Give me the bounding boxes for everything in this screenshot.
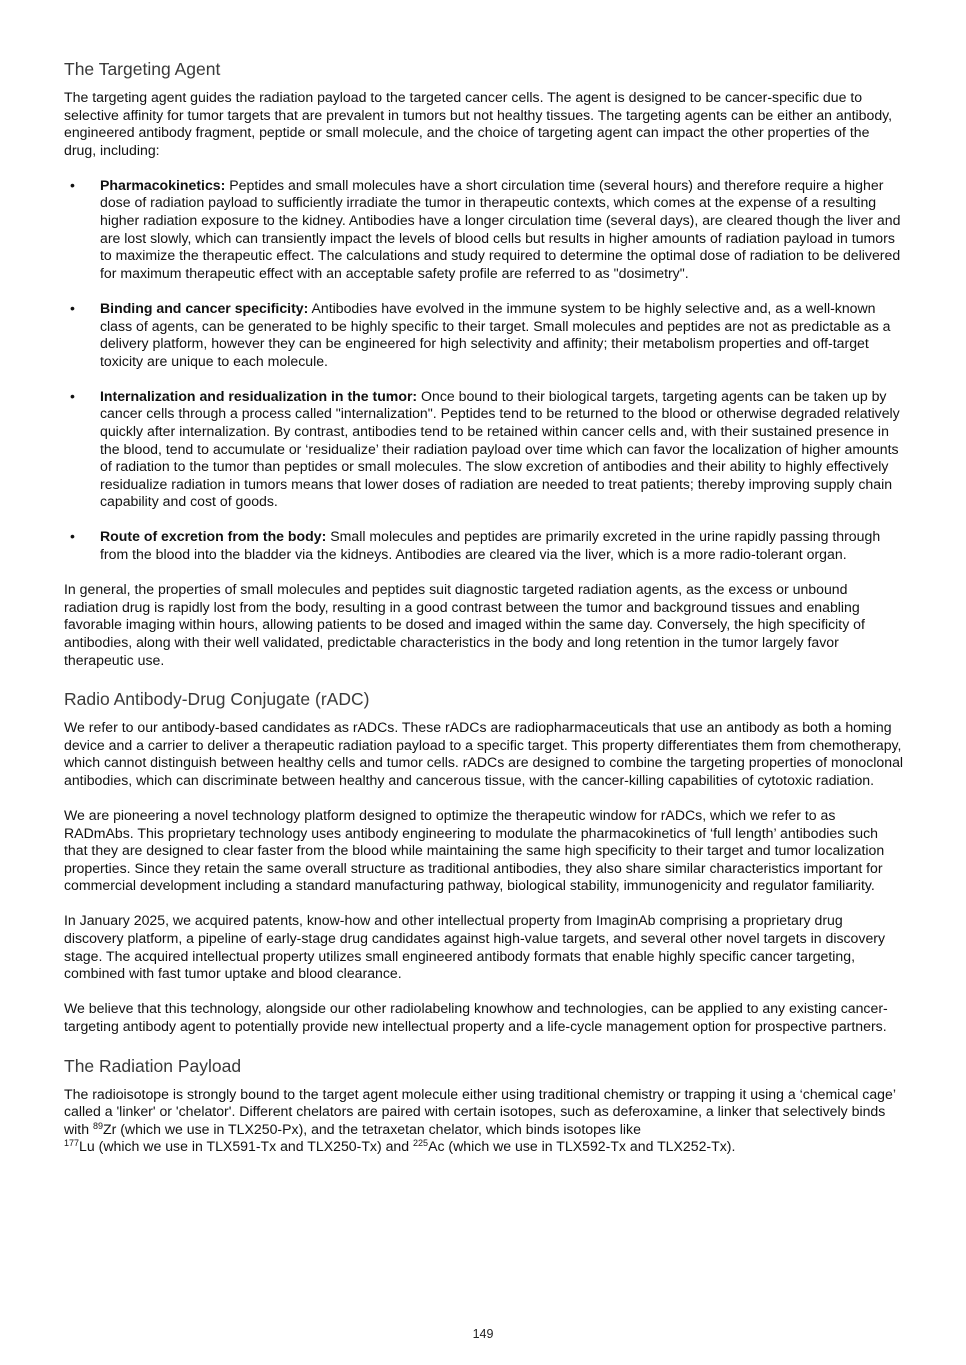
heading-radc: Radio Antibody-Drug Conjugate (rADC) — [64, 689, 370, 710]
list-item-route-of-excretion — [64, 528, 904, 563]
targeting-properties-list — [64, 177, 904, 564]
page-number: 149 — [472, 1327, 494, 1341]
list-item-label: Binding and cancer specificity: — [100, 299, 309, 316]
radc-paragraph-2: We are pioneering a novel technology platform designed to optimize the therapeutic window for rADCs, which we refer to as RADmAbs. This proprietary technology uses antibody engineering to modulate the pharmacokinetics of ‘full length’ antibodies such that they are designed to clear faster from the blood while maintaining the same high specificity to their target and tumor localization properties. Since they retain the same overall structure as traditional antibodies, they also share similar characteristics important for commercial development including a standard manufacturing pathway, biological stability, immunogenicity and regulator familiarity. — [64, 807, 885, 894]
list-item-pharmacokinetics — [64, 177, 904, 283]
targeting-closing: In general, the properties of small molecules and peptides suit diagnostic targeted radiation agents, as the excess or unbound radiation drug is rapidly lost from the body, resulting in a good contrast between the tumor and background tissues and enabling favorable imaging within hours, allowing patients to be dosed and imaged within the same day. Conversely, the high specificity of antibodies, along with their well validated, predictable characteristics in the body and long retention in the tumor largely favor therapeutic use. — [64, 581, 865, 668]
isotope-mass-ac: 225 — [413, 1138, 429, 1149]
bullet-icon: • — [70, 299, 75, 316]
list-item-text: Once bound to their biological targets, targeting agents can be taken up by cancer cells through a process called "internalization". Peptides tend to be returned to the blood or otherwise degraded relatively quickly after internalization. By contrast, antibodies tend to be retained within cancer cells and, with their sustained presence in the blood, tend to accumulate or ‘residualize’ their radiation payload over time which can favor the localization of higher amounts of radiation to the tumor than peptides or small molecules. The slow excretion of antibodies and their ability to highly effectively residualize radiation in tumors means that lower doses of radiation are needed to treat patients; thereby improving supply chain capability and cost of goods. — [100, 387, 900, 510]
targeting-intro: The targeting agent guides the radiation payload to the targeted cancer cells. The agent is designed to be cancer-specific due to selective affinity for tumor targets that are prevalent in tumors but not healthy tissues. The targeting agents can be either an antibody, engineered antibody fragment, peptide or small molecule, and the choice of targeting agent can impact the other properties of the drug, including: — [64, 89, 893, 158]
payload-paragraph: The radioisotope is strongly bound to the target agent molecule either using traditional chemistry or trapping it using a ‘chemical cage’ called a 'linker' or 'chelator'. Different chelators are paired with certain isotopes, such as deferoxamine, a linker that selectively binds with $^{89}$Zr (which we use in TLX250-Px), and the tetraxetan chelator, which binds isotopes like $^{177}$Lu (which we use in TLX591-Tx and TLX250-Tx) and $^{225}$Ac (which we use in TLX592-Tx and TLX252-Tx). — [64, 1085, 896, 1155]
list-item-label: Route of excretion from the body: — [100, 528, 327, 545]
bullet-icon: • — [70, 528, 75, 545]
radc-paragraph-4: We believe that this technology, alongside our other radiolabeling knowhow and technologies, can be applied to any existing cancer-targeting antibody agent to potentially provide new intellectual property and a life-cycle management option for prospective partners. — [64, 1000, 888, 1034]
heading-radiation-payload: The Radiation Payload — [64, 1055, 242, 1076]
isotope-mass-zr: 89 — [92, 1120, 103, 1131]
list-item-binding-specificity — [64, 300, 904, 370]
list-item-text: Small molecules and peptides are primarily excreted in the urine rapidly passing through from the blood into the bladder via the kidneys. Antibodies are cleared via the liver, which is a more radio-tolerant organ. — [100, 528, 881, 563]
list-item-internalization — [64, 388, 904, 511]
isotope-mass-lu: 177 — [64, 1138, 80, 1149]
bullet-icon: • — [70, 387, 75, 404]
bullet-icon: • — [70, 176, 75, 193]
document-page — [64, 58, 904, 1156]
heading-targeting-agent: The Targeting Agent — [64, 59, 221, 79]
radc-paragraph-1: We refer to our antibody-based candidates as rADCs. These rADCs are radiopharmaceuticals that use an antibody as both a homing device and a carrier to deliver a therapeutic radiation payload to a specific target. This property differentiates them from chemotherapy, which cannot distinguish between healthy cells and tumor cells. rADCs are designed to combine the targeting properties of monoclonal antibodies, which can discriminate between healthy and cancerous tissue, with the cancer-killing capabilities of cytotoxic radiation. — [64, 719, 904, 788]
radc-paragraph-3: In January 2025, we acquired patents, know-how and other intellectual property from ImaginAb comprising a proprietary drug discovery platform, a pipeline of early-stage drug candidates against high-value targets, and several other novel targets in discovery stage. The acquired intellectual property utilizes small engineered antibody formats that enable highly specific cancer targeting, combined with fast tumor uptake and blood clearance. — [64, 912, 886, 982]
list-item-label: Pharmacokinetics: — [100, 176, 226, 193]
list-item-label: Internalization and residualization in the tumor: — [100, 387, 418, 404]
list-item-text: Peptides and small molecules have a short circulation time (several hours) and therefore require a higher dose of radiation payload to sufficiently irradiate the tumor in therapeutic contexts, which comes at the expense of a resulting higher radiation exposure to the kidney. Antibodies have a longer circulation time (several days), are cleared though the liver and are lost slowly, which can transiently impact the levels of blood cells but results in higher amounts of radiation payload in tumors to maximize the therapeutic effect. The calculations and study required to determine the optimal dose of radiation to be delivered for maximum therapeutic effect with an acceptable safety profile are referred to as "dosimetry". — [100, 176, 901, 281]
list-item-text: Antibodies have evolved in the immune system to be highly selective and, as a well-known class of agents, can be generated to be highly specific to their target. Small molecules and peptides are not as predictable as a delivery platform, however they can be engineered for high selectivity and affinity; their metabolism properties and off-target toxicity are unique to each molecule. — [100, 299, 891, 369]
